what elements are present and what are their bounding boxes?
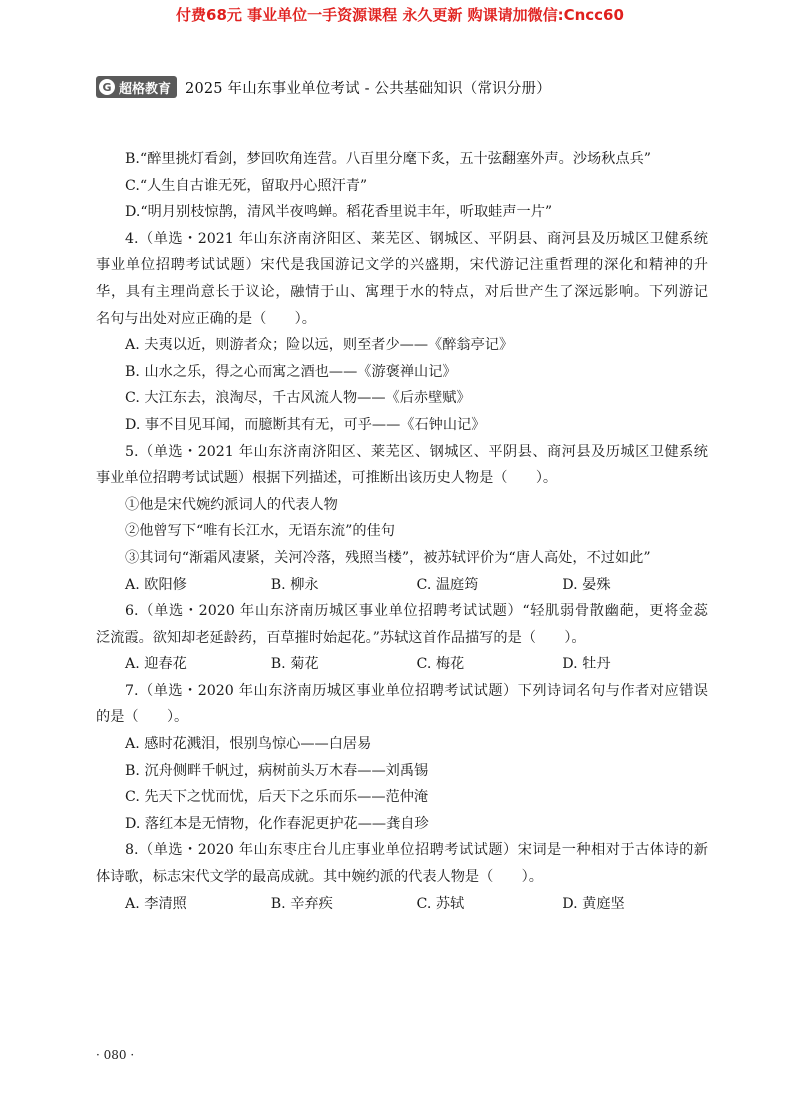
q8-option-d: D. 黄庭坚 <box>562 895 625 912</box>
q4-option-d: D. 事不目见耳闻，而臆断其有无，可乎——《石钟山记》 <box>125 416 486 433</box>
q7-stem-line-2: 的是（ ）。 <box>96 709 189 726</box>
promo-banner: 付费68元 事业单位一手资源课程 永久更新 购课请加微信:Cncc60 <box>176 6 624 24</box>
q6-stem-line-2: 泛流霞。欲知却老延龄药，百草摧时始起花。”苏轼这首作品描写的是（ ）。 <box>96 629 586 646</box>
q6-option-c: C. 梅花 <box>416 656 465 673</box>
q5-clue-1: ①他是宋代婉约派词人的代表人物 <box>125 496 338 513</box>
q3-option-d: D.“明月别枝惊鹊，清风半夜鸣蝉。稻花香里说丰年，听取蛙声一片” <box>125 204 553 221</box>
logo-mark-icon: G <box>99 79 115 95</box>
q8-option-c: C. 苏轼 <box>416 895 465 912</box>
q8-stem-line-2: 体诗歌，标志宋代文学的最高成就。其中婉约派的代表人物是（ ）。 <box>96 869 543 886</box>
q4-stem-line-1: 4.（单选・2021 年山东济南济阳区、莱芜区、钢城区、平阴县、商河县及历城区卫健系统 <box>125 230 708 247</box>
q5-options <box>96 572 708 599</box>
q5-clue-3: ③其词句“渐霜风凄紧，关河冷落，残照当楼”，被苏轼评价为“唐人高处，不过如此” <box>125 549 651 566</box>
q7-option-b: B. 沉舟侧畔千帆过，病树前头万木春——刘禹锡 <box>125 762 429 779</box>
q8-option-a: A. 李清照 <box>125 895 187 912</box>
q5-option-b: B. 柳永 <box>270 576 319 593</box>
q8-options <box>96 891 708 918</box>
q6-option-b: B. 菊花 <box>270 656 319 673</box>
q4-option-c: C. 大江东去，浪淘尽，千古风流人物——《后赤壁赋》 <box>125 390 471 407</box>
q6-options <box>96 651 708 678</box>
q5-option-c: C. 温庭筠 <box>416 576 479 593</box>
q5-clue-2: ②他曾写下“唯有长江水，无语东流”的佳句 <box>125 523 395 540</box>
page-title: 2025 年山东事业单位考试 - 公共基础知识（常识分册） <box>185 80 551 97</box>
q4-stem-line-3: 华，具有主理尚意长于议论，融情于山、寓理于水的特点，对后世产生了深远影响。下列游记 <box>96 283 708 300</box>
q6-option-a: A. 迎春花 <box>125 656 187 673</box>
q6-option-d: D. 牡丹 <box>562 656 611 673</box>
q4-stem-line-2: 事业单位招聘考试试题）宋代是我国游记文学的兴盛期，宋代游记注重哲理的深化和精神的升 <box>96 257 708 274</box>
q7-option-d: D. 落红本是无情物，化作春泥更护花——龚自珍 <box>125 815 429 832</box>
q5-stem-line-2: 事业单位招聘考试试题）根据下列描述，可推断出该历史人物是（ ）。 <box>96 470 558 487</box>
q5-stem-line-1: 5.（单选・2021 年山东济南济阳区、莱芜区、钢城区、平阴县、商河县及历城区卫健系统 <box>125 443 708 460</box>
q4-option-b: B. 山水之乐，得之心而寓之酒也——《游褒禅山记》 <box>125 363 457 380</box>
page-header <box>96 76 551 98</box>
q7-stem-line-1: 7.（单选・2020 年山东济南历城区事业单位招聘考试试题）下列诗词名句与作者对应错误 <box>125 682 708 699</box>
logo-text: 超格教育 <box>119 81 172 97</box>
q7-option-c: C. 先天下之忧而忧，后天下之乐而乐——范仲淹 <box>125 789 429 806</box>
q5-option-a: A. 欧阳修 <box>125 576 187 593</box>
document-body <box>96 146 708 917</box>
q5-option-d: D. 晏殊 <box>562 576 611 593</box>
publisher-logo <box>96 76 177 98</box>
q3-option-b: B.“醉里挑灯看剑，梦回吹角连营。八百里分麾下炙，五十弦翻塞外声。沙场秋点兵” <box>125 151 652 167</box>
q6-stem-line-1: 6.（单选・2020 年山东济南历城区事业单位招聘考试试题）“轻肌弱骨散幽葩，更将金蕊 <box>125 603 708 620</box>
q3-option-c: C.“人生自古谁无死，留取丹心照汗青” <box>125 177 368 194</box>
q7-option-a: A. 感时花溅泪，恨别鸟惊心——白居易 <box>125 736 372 753</box>
q8-stem-line-1: 8.（单选・2020 年山东枣庄台儿庄事业单位招聘考试试题）宋词是一种相对于古体诗的新 <box>125 842 708 859</box>
q4-option-a: A. 夫夷以近，则游者众；险以远，则至者少——《醉翁亭记》 <box>125 337 514 354</box>
q8-option-b: B. 辛弃疾 <box>270 895 333 912</box>
page-number: · 080 · <box>96 1048 135 1062</box>
q4-stem-line-4: 名句与出处对应正确的是（ ）。 <box>96 310 316 327</box>
